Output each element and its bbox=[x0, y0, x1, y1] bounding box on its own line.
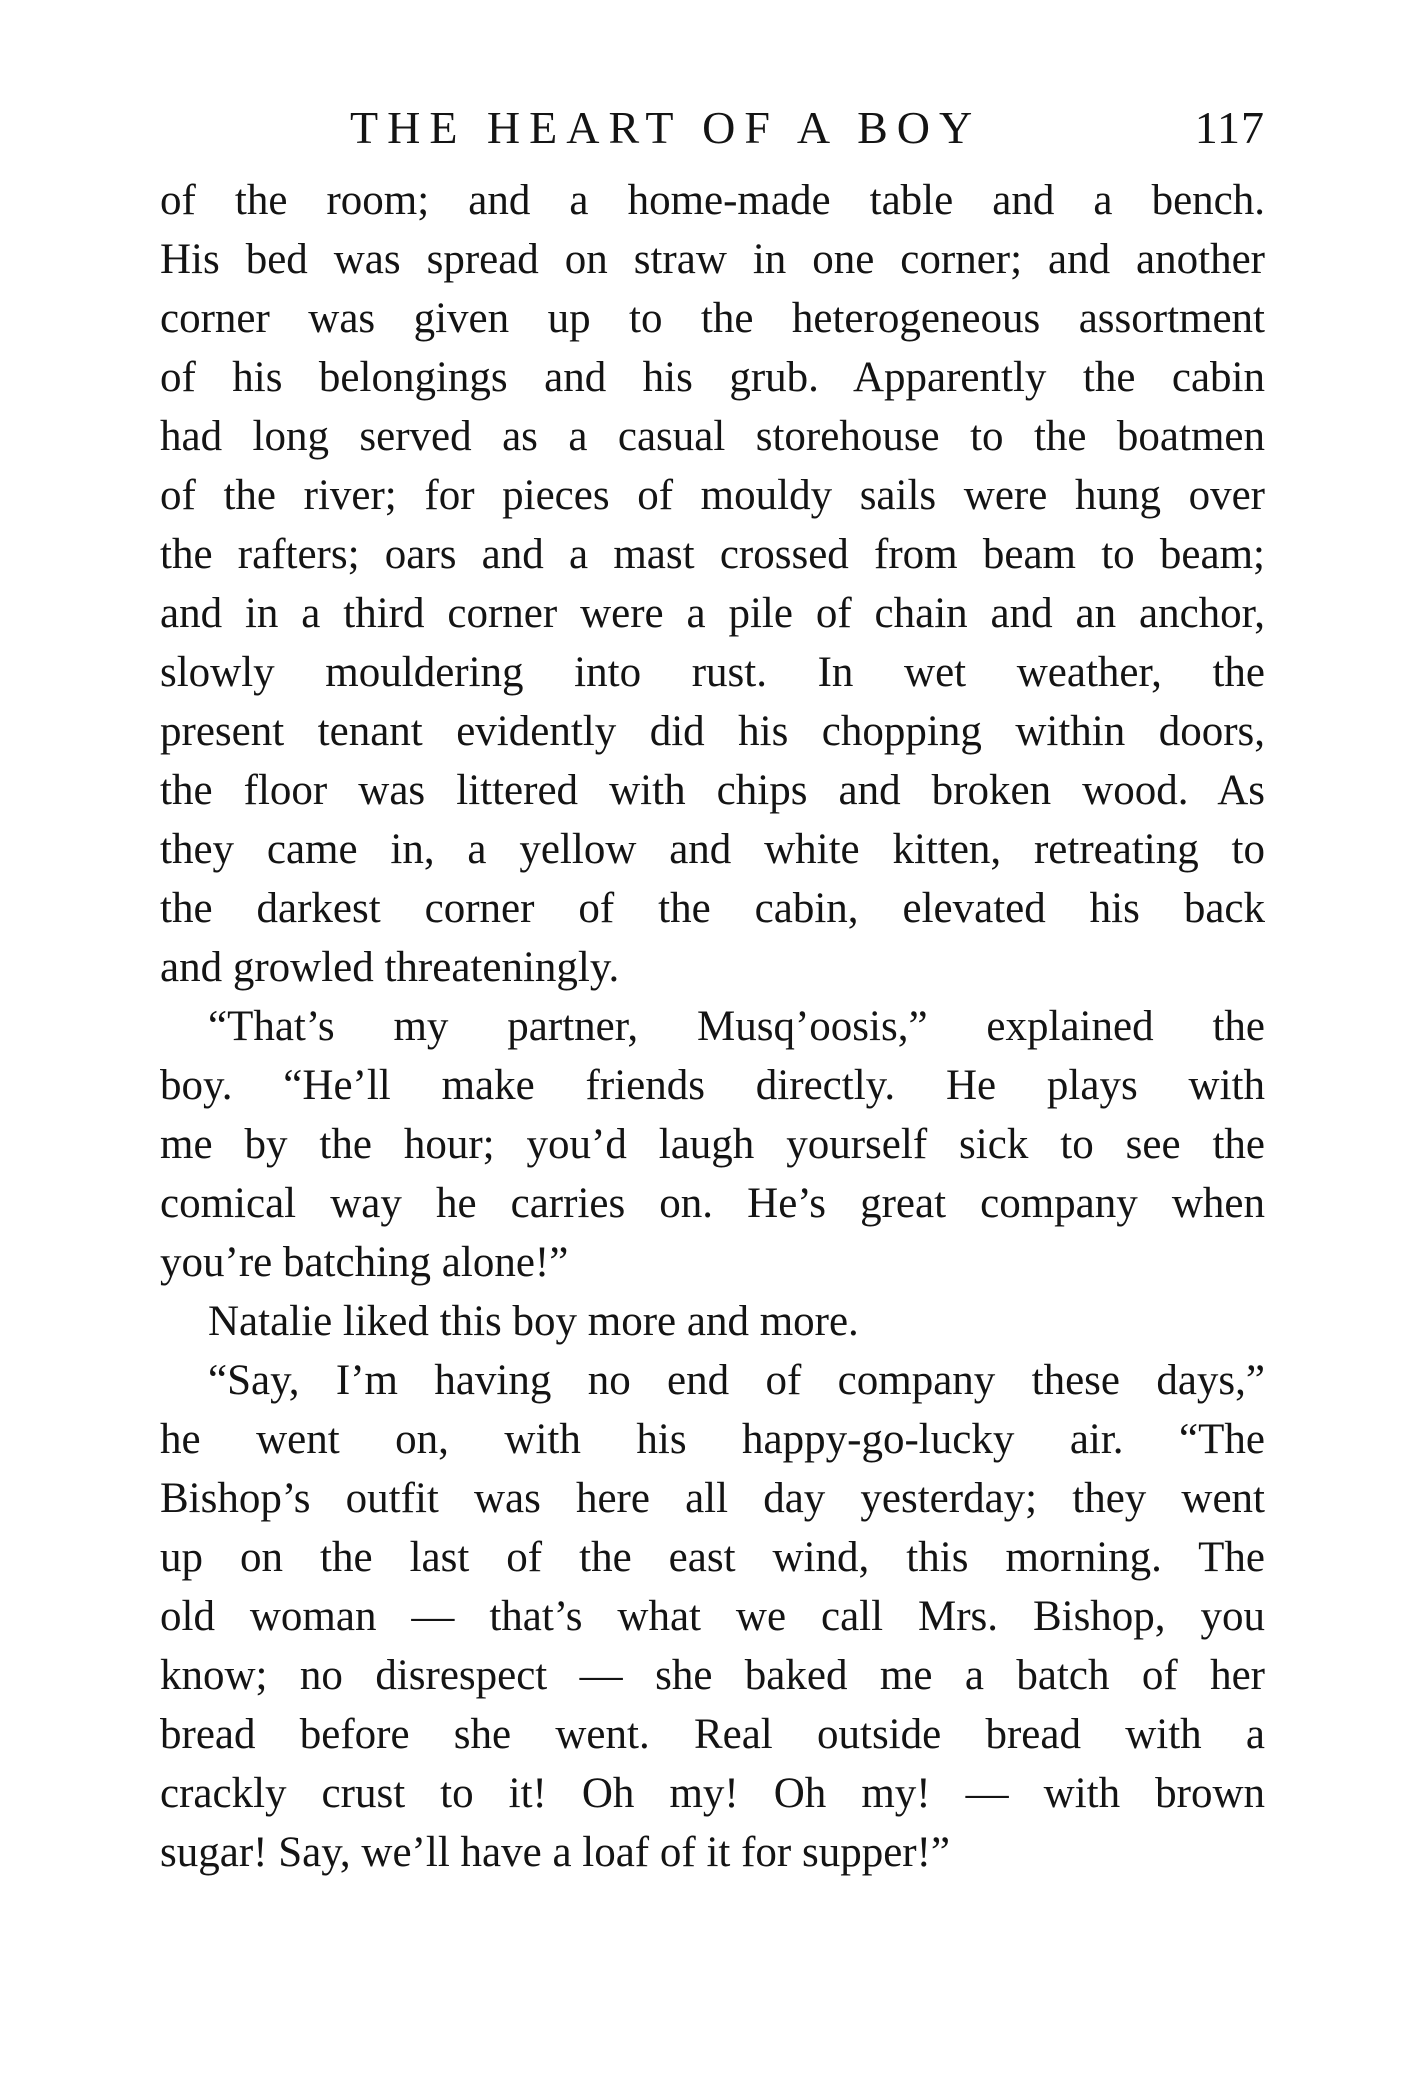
text-line: and in a third corner were a pile of chain and an anchor, bbox=[160, 590, 1265, 637]
text-line: slowly mouldering into rust. In wet weather, the bbox=[160, 649, 1265, 696]
text-line: corner was given up to the heterogeneous assortment bbox=[160, 295, 1265, 342]
text-line: he went on, with his happy-go-lucky air. “The bbox=[160, 1416, 1265, 1463]
text-line: old woman — that’s what we call Mrs. Bishop, you bbox=[160, 1593, 1265, 1640]
page-number: 117 bbox=[1194, 102, 1265, 153]
text-line: crackly crust to it! Oh my! Oh my! — with brown bbox=[160, 1770, 1265, 1817]
text-line: present tenant evidently did his chopping within doors, bbox=[160, 708, 1265, 755]
text-line: Bishop’s outfit was here all day yesterday; they went bbox=[160, 1475, 1265, 1522]
text-line: bread before she went. Real outside bread with a bbox=[160, 1711, 1265, 1758]
text-line: me by the hour; you’d laugh yourself sick to see the bbox=[160, 1121, 1265, 1168]
text-line: had long served as a casual storehouse to the boatmen bbox=[160, 413, 1265, 460]
text-line: “Say, I’m having no end of company these days,” bbox=[208, 1357, 1265, 1404]
text-line: Natalie liked this boy more and more. bbox=[208, 1298, 859, 1345]
body-text bbox=[160, 171, 1265, 1882]
text-line: of the river; for pieces of mouldy sails were hung over bbox=[160, 472, 1265, 519]
text-line: they came in, a yellow and white kitten, retreating to bbox=[160, 826, 1265, 873]
text-line: the darkest corner of the cabin, elevated his back bbox=[160, 885, 1265, 932]
text-line: up on the last of the east wind, this morning. The bbox=[160, 1534, 1265, 1581]
running-head bbox=[160, 98, 1265, 158]
text-line: the floor was littered with chips and broken wood. As bbox=[160, 767, 1265, 814]
text-line: of his belongings and his grub. Apparently the cabin bbox=[160, 354, 1265, 401]
text-line: “That’s my partner, Musq’oosis,” explained the bbox=[208, 1003, 1265, 1050]
text-line: you’re batching alone!” bbox=[160, 1239, 569, 1286]
text-line: His bed was spread on straw in one corner; and another bbox=[160, 236, 1265, 283]
text-line: and growled threateningly. bbox=[160, 944, 620, 991]
text-line: know; no disrespect — she baked me a batch of her bbox=[160, 1652, 1265, 1699]
text-line: the rafters; oars and a mast crossed from beam to beam; bbox=[160, 531, 1265, 578]
text-line: boy. “He’ll make friends directly. He plays with bbox=[160, 1062, 1265, 1109]
text-line: sugar! Say, we’ll have a loaf of it for supper!” bbox=[160, 1829, 951, 1876]
text-line: comical way he carries on. He’s great company when bbox=[160, 1180, 1265, 1227]
running-title: THE HEART OF A BOY bbox=[350, 102, 982, 153]
text-line: of the room; and a home-made table and a bench. bbox=[160, 177, 1265, 224]
